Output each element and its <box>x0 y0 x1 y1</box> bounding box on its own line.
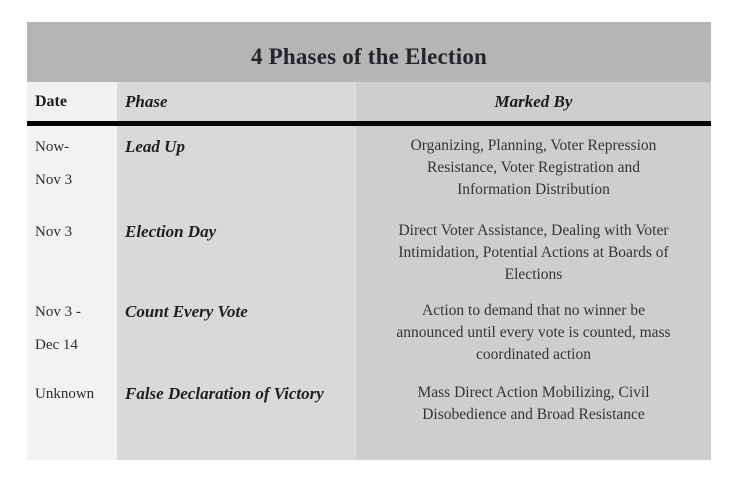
marked-by-text: Mass Direct Action Mobilizing, Civil <box>417 384 650 401</box>
date-cell <box>27 291 117 373</box>
marked-by-cell <box>355 211 711 291</box>
page-title: 4 Phases of the Election <box>250 44 488 69</box>
date-text: Nov 3 - <box>35 304 81 320</box>
marked-by-text: Disobedience and Broad Resistance <box>422 406 645 423</box>
marked-by-text: Information Distribution <box>457 181 610 198</box>
marked-by-text: Direct Voter Assistance, Dealing with Voter <box>398 222 669 239</box>
date-text: Dec 14 <box>35 337 78 353</box>
table-title-band <box>27 22 711 82</box>
date-cell <box>27 126 117 211</box>
marked-by-text: Organizing, Planning, Voter Repression <box>410 137 657 154</box>
column-header-date: Date <box>27 82 117 121</box>
marked-by-text: Action to demand that no winner be <box>422 302 645 319</box>
phase-cell: Count Every Vote <box>117 291 355 373</box>
date-text: Nov 3 <box>35 224 73 240</box>
marked-by-cell <box>355 126 711 211</box>
date-text: Unknown <box>35 386 95 402</box>
marked-by-text: announced until every vote is counted, mass <box>396 324 671 341</box>
marked-by-text: coordinated action <box>476 346 591 363</box>
date-text: Now- <box>35 139 70 155</box>
marked-by-cell <box>355 291 711 373</box>
marked-by-text: Resistance, Voter Registration and <box>427 159 640 176</box>
marked-by-cell <box>355 373 711 460</box>
date-text: Nov 3 <box>35 172 73 188</box>
marked-by-text: Intimidation, Potential Actions at Boards of <box>398 244 669 261</box>
phase-cell: Election Day <box>117 211 355 291</box>
column-header-marked-by: Marked By <box>355 82 711 121</box>
phase-cell: Lead Up <box>117 126 355 211</box>
election-phases-table <box>27 22 711 460</box>
date-cell <box>27 211 117 291</box>
table-grid <box>27 82 711 460</box>
column-header-phase: Phase <box>117 82 355 121</box>
marked-by-text: Elections <box>504 266 563 283</box>
phase-cell: False Declaration of Victory <box>117 373 355 460</box>
date-cell <box>27 373 117 460</box>
